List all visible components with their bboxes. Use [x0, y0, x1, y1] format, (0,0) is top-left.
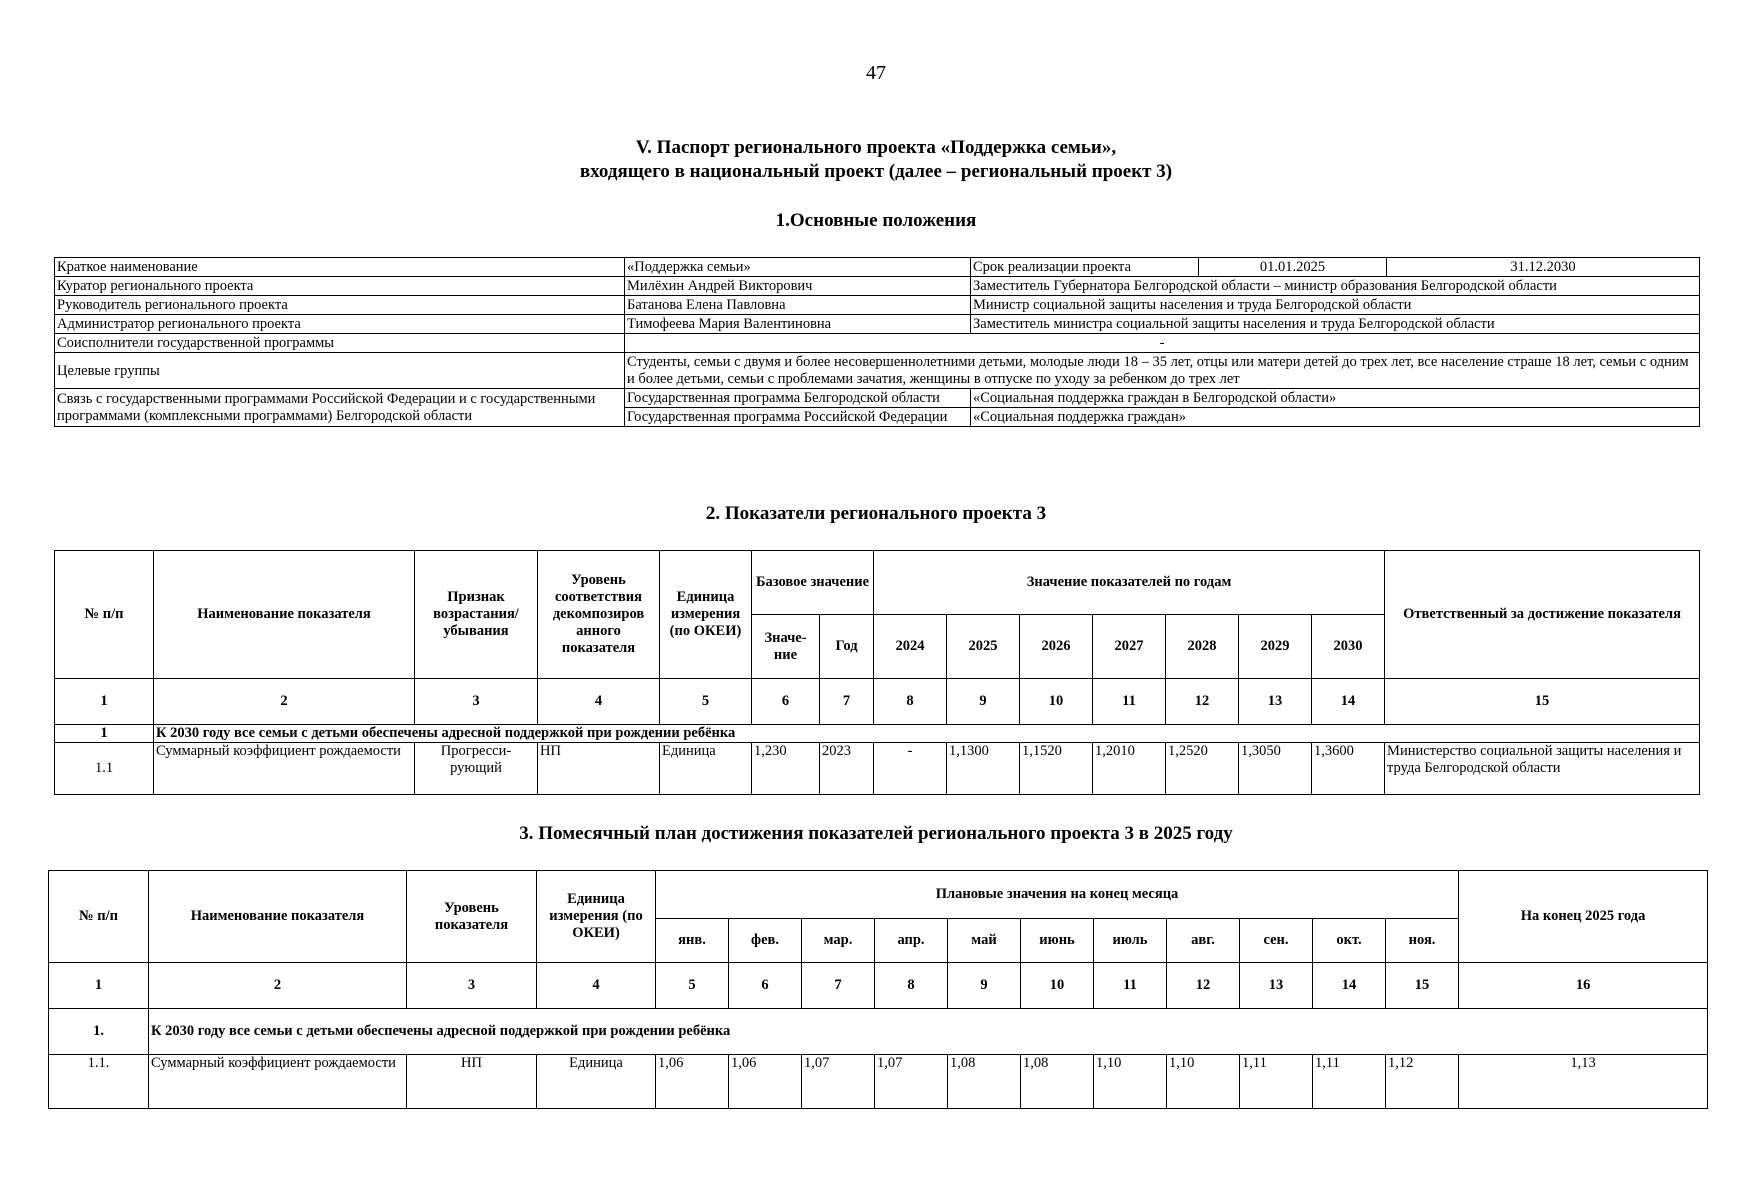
document-title	[0, 136, 1752, 184]
col-header-unit: Единица измерения (по ОКЕИ)	[660, 551, 752, 679]
admin-name: Тимофеева Мария Валентиновна	[625, 315, 971, 334]
goal-row	[55, 725, 1700, 743]
row-value: 1,07	[875, 1055, 948, 1109]
col-number: 15	[1386, 963, 1459, 1009]
row-value: 1,06	[656, 1055, 729, 1109]
period-start: 01.01.2025	[1199, 258, 1387, 277]
table-row	[55, 353, 1700, 389]
col-header-year: 2027	[1093, 615, 1166, 679]
table-header-row	[49, 871, 1708, 919]
row-level: НП	[538, 743, 660, 795]
col-header-unit: Единица измерения (по ОКЕИ)	[537, 871, 656, 963]
coexec-value: -	[625, 334, 1700, 353]
col-number: 9	[947, 679, 1020, 725]
col-number: 5	[656, 963, 729, 1009]
goal-text: К 2030 году все семьи с детьми обеспечены адресной поддержкой при рождении ребёнка	[154, 725, 1700, 743]
col-header-year: 2025	[947, 615, 1020, 679]
row-unit: Единица	[660, 743, 752, 795]
col-header-month: май	[948, 919, 1021, 963]
short-name-value: «Поддержка семьи»	[625, 258, 971, 277]
indicators-table	[54, 550, 1700, 795]
target-groups-label: Целевые группы	[55, 353, 625, 389]
admin-position: Заместитель министра социальной защиты населения и труда Белгородской области	[971, 315, 1700, 334]
row-value: 1,11	[1313, 1055, 1386, 1109]
col-header-month: фев.	[729, 919, 802, 963]
col-number: 1	[55, 679, 154, 725]
head-name: Батанова Елена Павловна	[625, 296, 971, 315]
row-trend: Прогресси- рующий	[415, 743, 538, 795]
col-number: 13	[1239, 679, 1312, 725]
goal-row	[49, 1009, 1708, 1055]
row-value: 1,1300	[947, 743, 1020, 795]
col-header-level: Уровень показателя	[407, 871, 537, 963]
table-row	[49, 1055, 1708, 1109]
section-3-title: 3. Помесячный план достижения показателей регионального проекта 3 в 2025 году	[519, 823, 1233, 844]
col-number: 7	[802, 963, 875, 1009]
row-value: 1,3050	[1239, 743, 1312, 795]
table-row	[55, 296, 1700, 315]
coexec-label: Соисполнители государственной программы	[55, 334, 625, 353]
page-number: 47	[866, 62, 886, 84]
col-header-level: Уровень соответствия декомпозиров анного показателя	[538, 551, 660, 679]
row-year-end: 1,13	[1459, 1055, 1708, 1109]
col-header-base-value: Значе- ние	[752, 615, 820, 679]
row-base-value: 1,230	[752, 743, 820, 795]
col-number: 3	[407, 963, 537, 1009]
row-num: 1.1.	[49, 1055, 149, 1109]
table-row	[55, 277, 1700, 296]
row-value: 1,12	[1386, 1055, 1459, 1109]
row-name: Суммарный коэффициент рождаемости	[154, 743, 415, 795]
row-base-year: 2023	[820, 743, 874, 795]
row-value: 1,10	[1094, 1055, 1167, 1109]
title-line-1: V. Паспорт регионального проекта «Поддержка семьи»,	[635, 137, 1117, 158]
col-number: 5	[660, 679, 752, 725]
col-header-year: 2029	[1239, 615, 1312, 679]
table-row	[55, 743, 1700, 795]
column-number-row	[49, 963, 1708, 1009]
col-header-month: сен.	[1240, 919, 1313, 963]
col-number: 4	[538, 679, 660, 725]
col-number: 9	[948, 963, 1021, 1009]
row-responsible: Министерство социальной защиты населения и труда Белгородской области	[1385, 743, 1700, 795]
table-row	[55, 315, 1700, 334]
monthly-plan-table	[48, 870, 1708, 1109]
col-number: 16	[1459, 963, 1708, 1009]
program-1-type: Государственная программа Белгородской области	[625, 389, 971, 408]
col-header-year: 2028	[1166, 615, 1239, 679]
program-1-name: «Социальная поддержка граждан в Белгородской области»	[971, 389, 1700, 408]
col-header-years-group: Значение показателей по годам	[874, 551, 1385, 615]
col-header-name: Наименование показателя	[154, 551, 415, 679]
col-header-months-group: Плановые значения на конец месяца	[656, 871, 1459, 919]
col-number: 8	[875, 963, 948, 1009]
program-2-name: «Социальная поддержка граждан»	[971, 408, 1700, 427]
row-level: НП	[407, 1055, 537, 1109]
row-value: 1,07	[802, 1055, 875, 1109]
row-value: 1,10	[1167, 1055, 1240, 1109]
col-number: 10	[1020, 679, 1093, 725]
table-row	[55, 258, 1700, 277]
col-number: 2	[154, 679, 415, 725]
program-2-type: Государственная программа Российской Федерации	[625, 408, 971, 427]
admin-label: Администратор регионального проекта	[55, 315, 625, 334]
col-header-month: янв.	[656, 919, 729, 963]
col-header-month: мар.	[802, 919, 875, 963]
section-1-title: 1.Основные положения	[775, 210, 977, 231]
head-position: Министр социальной защиты населения и труда Белгородской области	[971, 296, 1700, 315]
column-number-row	[55, 679, 1700, 725]
title-line-2: входящего в национальный проект (далее – региональный проект 3)	[579, 161, 1173, 182]
col-number: 14	[1312, 679, 1385, 725]
col-header-month: июль	[1094, 919, 1167, 963]
row-value: -	[874, 743, 947, 795]
period-end: 31.12.2030	[1387, 258, 1700, 277]
row-value: 1,08	[1021, 1055, 1094, 1109]
section-2-title: 2. Показатели регионального проекта 3	[705, 503, 1047, 524]
table-header-row	[55, 551, 1700, 615]
basic-provisions-table	[54, 257, 1700, 427]
goal-num: 1.	[49, 1009, 149, 1055]
program-link-label: Связь с государственными программами Российской Федерации и с государственными программами (комплексными программами) Белгородской области	[55, 389, 625, 427]
row-value: 1,11	[1240, 1055, 1313, 1109]
row-value: 1,2010	[1093, 743, 1166, 795]
col-header-trend: Признак возрастания/ убывания	[415, 551, 538, 679]
col-number: 7	[820, 679, 874, 725]
col-header-year: 2030	[1312, 615, 1385, 679]
curator-name: Милёхин Андрей Викторович	[625, 277, 971, 296]
goal-text: К 2030 году все семьи с детьми обеспечены адресной поддержкой при рождении ребёнка	[149, 1009, 1708, 1055]
row-value: 1,08	[948, 1055, 1021, 1109]
col-number: 2	[149, 963, 407, 1009]
row-name: Суммарный коэффициент рождаемости	[149, 1055, 407, 1109]
row-num: 1.1	[55, 743, 154, 795]
head-label: Руководитель регионального проекта	[55, 296, 625, 315]
col-header-num: № п/п	[55, 551, 154, 679]
col-header-base: Базовое значение	[752, 551, 874, 615]
col-header-base-year: Год	[820, 615, 874, 679]
col-number: 3	[415, 679, 538, 725]
target-groups-value: Студенты, семьи с двумя и более несовершеннолетними детьми, молодые люди 18 – 35 лет, отцы или матери детей до трех лет, все население страше 18 лет, семьи с одним и более детьми, семьи с проблемами зачатия, женщины в отпуске по уходу за ребенком до трех лет	[625, 353, 1700, 389]
col-header-num: № п/п	[49, 871, 149, 963]
col-header-month: окт.	[1313, 919, 1386, 963]
col-header-year: 2024	[874, 615, 947, 679]
col-number: 13	[1240, 963, 1313, 1009]
col-number: 10	[1021, 963, 1094, 1009]
period-label: Срок реализации проекта	[971, 258, 1199, 277]
col-header-year: 2026	[1020, 615, 1093, 679]
col-header-responsible: Ответственный за достижение показателя	[1385, 551, 1700, 679]
col-number: 4	[537, 963, 656, 1009]
col-header-month: авг.	[1167, 919, 1240, 963]
goal-num: 1	[55, 725, 154, 743]
curator-label: Куратор регионального проекта	[55, 277, 625, 296]
col-number: 8	[874, 679, 947, 725]
table-row	[55, 334, 1700, 353]
row-value: 1,2520	[1166, 743, 1239, 795]
curator-position: Заместитель Губернатора Белгородской области – министр образования Белгородской области	[971, 277, 1700, 296]
col-header-month: апр.	[875, 919, 948, 963]
col-number: 1	[49, 963, 149, 1009]
col-header-year-end: На конец 2025 года	[1459, 871, 1708, 963]
table-row	[55, 389, 1700, 408]
col-number: 12	[1167, 963, 1240, 1009]
col-number: 12	[1166, 679, 1239, 725]
col-number: 6	[752, 679, 820, 725]
col-number: 6	[729, 963, 802, 1009]
col-header-month: ноя.	[1386, 919, 1459, 963]
row-value: 1,06	[729, 1055, 802, 1109]
col-number: 11	[1094, 963, 1167, 1009]
short-name-label: Краткое наименование	[55, 258, 625, 277]
col-header-month: июнь	[1021, 919, 1094, 963]
col-number: 14	[1313, 963, 1386, 1009]
col-number: 15	[1385, 679, 1700, 725]
row-unit: Единица	[537, 1055, 656, 1109]
row-value: 1,3600	[1312, 743, 1385, 795]
col-header-name: Наименование показателя	[149, 871, 407, 963]
col-number: 11	[1093, 679, 1166, 725]
row-value: 1,1520	[1020, 743, 1093, 795]
